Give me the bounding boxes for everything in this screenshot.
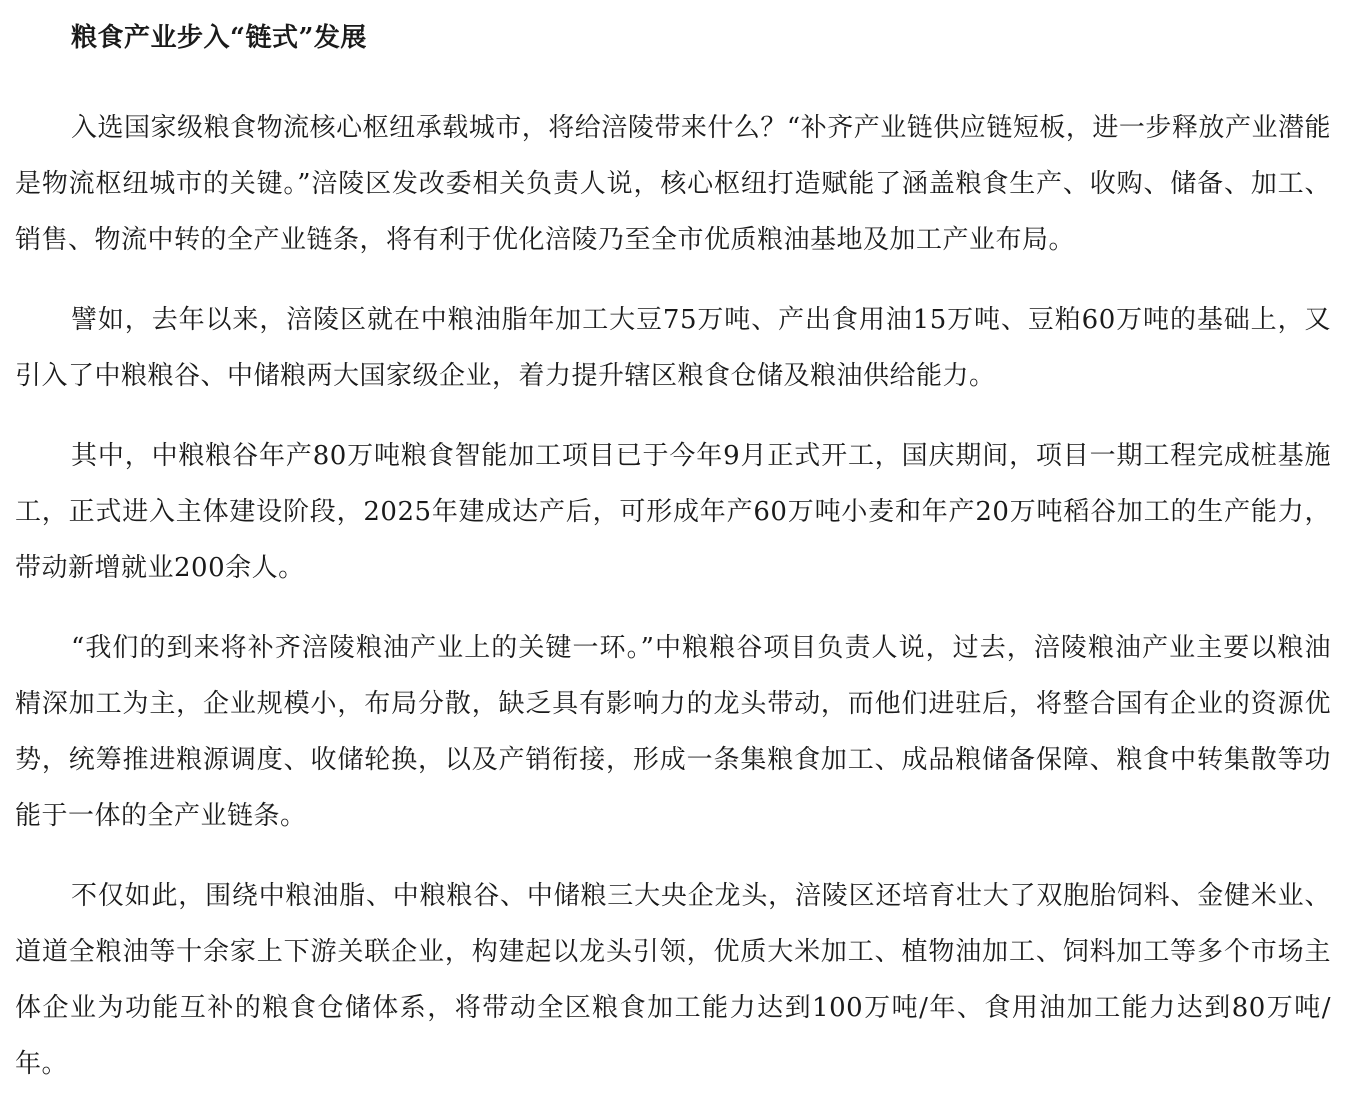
article-paragraph-3: 其中，中粮粮谷年产80万吨粮食智能加工项目已于今年9月正式开工，国庆期间，项目一期工程完成桩基施工，正式进入主体建设阶段，2025年建成达产后，可形成年产60万吨小麦和年产20万吨稻谷加工的生产能力，带动新增就业200余人。	[15, 441, 1331, 583]
article-paragraph-4: “我们的到来将补齐涪陵粮油产业上的关键一环。”中粮粮谷项目负责人说，过去，涪陵粮油产业主要以粮油精深加工为主，企业规模小，布局分散，缺乏具有影响力的龙头带动，而他们进驻后，将整合国有企业的资源优势，统筹推进粮源调度、收储轮换，以及产销衔接，形成一条集粮食加工、成品粮储备保障、粮食中转集散等功能于一体的全产业链条。	[15, 633, 1331, 831]
article-paragraph-5: 不仅如此，围绕中粮油脂、中粮粮谷、中储粮三大央企龙头，涪陵区还培育壮大了双胞胎饲料、金健米业、道道全粮油等十余家上下游关联企业，构建起以龙头引领，优质大米加工、植物油加工、饲料加工等多个市场主体企业为功能互补的粮食仓储体系，将带动全区粮食加工能力达到100万吨/年、食用油加工能力达到80万吨/年。	[15, 881, 1331, 1079]
article-heading: 粮食产业步入“链式”发展	[71, 23, 367, 53]
article-body	[15, 0, 1331, 1116]
article-paragraph-2: 譬如，去年以来，涪陵区就在中粮油脂年加工大豆75万吨、产出食用油15万吨、豆粕60万吨的基础上，又引入了中粮粮谷、中储粮两大国家级企业，着力提升辖区粮食仓储及粮油供给能力。	[15, 305, 1331, 391]
article-paragraph-1: 入选国家级粮食物流核心枢纽承载城市，将给涪陵带来什么？“补齐产业链供应链短板，进一步释放产业潜能是物流枢纽城市的关键。”涪陵区发改委相关负责人说，核心枢纽打造赋能了涵盖粮食生产、收购、储备、加工、销售、物流中转的全产业链条，将有利于优化涪陵乃至全市优质粮油基地及加工产业布局。	[15, 113, 1331, 255]
